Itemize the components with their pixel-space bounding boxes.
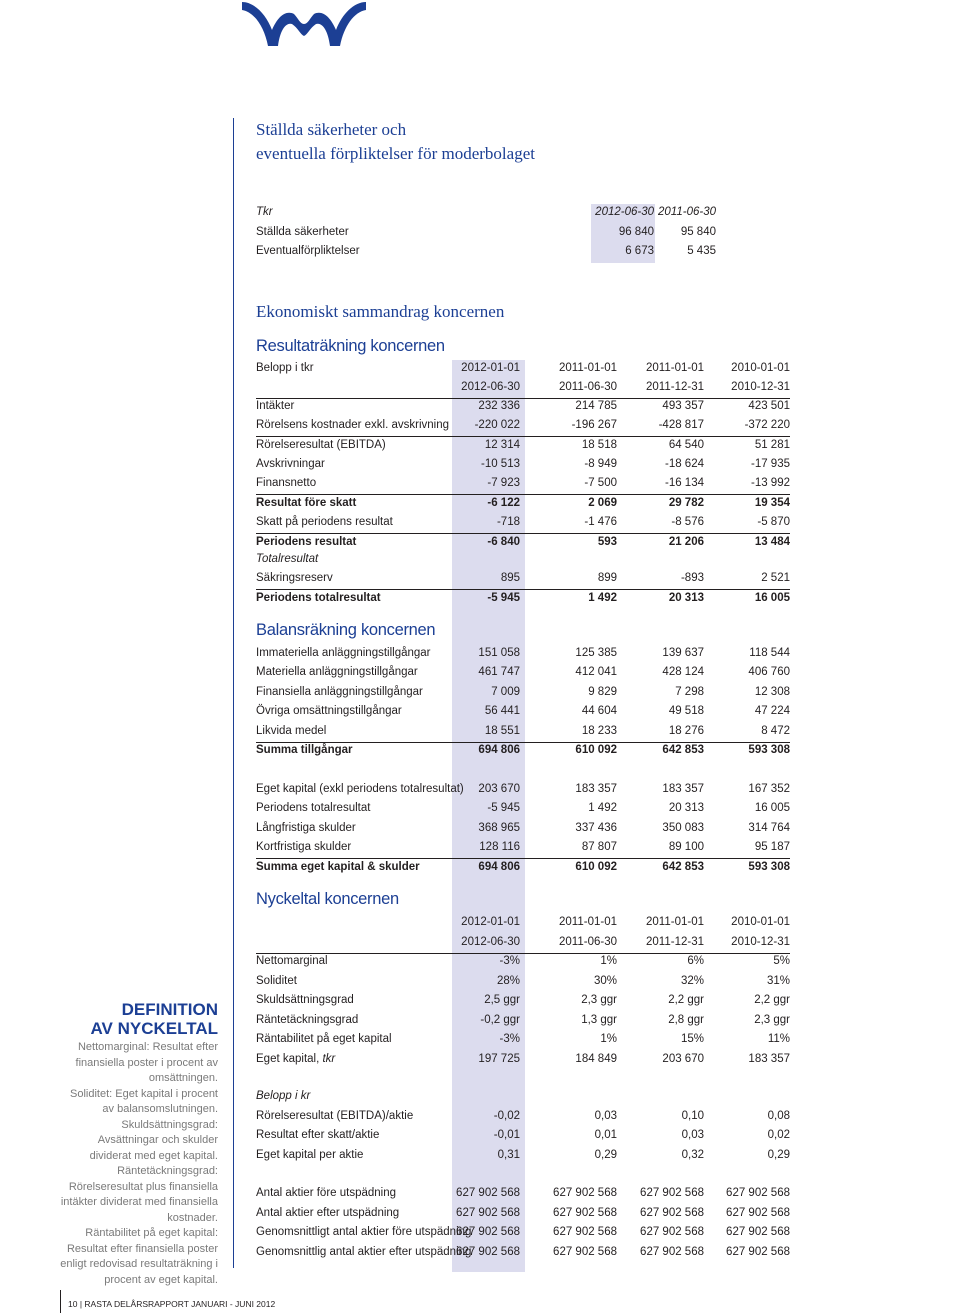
cell-value: 203 670 <box>478 783 520 795</box>
cell-value: -428 817 <box>658 419 704 431</box>
row-label: Likvida medel <box>256 724 327 737</box>
row-label: Skuldsättningsgrad <box>256 994 354 1006</box>
cell-value: 593 308 <box>748 860 790 873</box>
row-label: Totalresultat <box>256 553 319 565</box>
cell-value: 5% <box>773 955 790 967</box>
table-row <box>256 1244 790 1263</box>
cell-value: 368 965 <box>478 821 520 834</box>
cell-value: -13 992 <box>750 477 790 489</box>
row-label: Övriga omsättningstillgångar <box>256 705 402 718</box>
table-row <box>256 703 790 722</box>
cell-value: 31% <box>766 974 790 987</box>
cell-value: -3% <box>499 1033 520 1045</box>
table-row <box>256 379 790 399</box>
cell-value: -372 220 <box>744 419 790 431</box>
table-row <box>256 551 790 570</box>
cell-value: 167 352 <box>748 783 790 795</box>
cell-value: -0,02 <box>493 1109 520 1122</box>
cell-value: 47 224 <box>754 705 790 718</box>
row-label: Finansnetto <box>256 477 317 489</box>
cell-value: 314 764 <box>748 821 790 834</box>
cell-2011: 95 840 <box>680 225 716 238</box>
cell-value: 8 472 <box>761 724 790 737</box>
cell-value: 627 902 568 <box>456 1226 520 1238</box>
cell-value: 627 902 568 <box>456 1206 520 1219</box>
table-row <box>256 914 790 933</box>
table-row <box>256 1088 790 1107</box>
cell-value: 694 806 <box>478 744 520 756</box>
cell-value: 2011-01-01 <box>646 916 704 928</box>
cell-value: 95 187 <box>754 841 790 854</box>
cell-value: 627 902 568 <box>640 1226 704 1238</box>
cell-value: 11% <box>767 1033 790 1045</box>
cell-value: 151 058 <box>478 647 520 659</box>
row-label: Genomsnittlig antal aktier efter utspädning <box>256 1245 472 1258</box>
cell-value: 56 441 <box>484 705 520 718</box>
cell-value: 2011-01-01 <box>646 362 704 374</box>
cell-value: 18 518 <box>581 439 617 451</box>
row-label: Antal aktier efter utspädning <box>256 1206 400 1219</box>
table-row <box>256 820 790 839</box>
cell-value: 2010-12-31 <box>731 935 790 948</box>
cell-value: 2 521 <box>761 572 790 584</box>
cell-value: -5 945 <box>487 802 520 815</box>
table-row <box>256 934 790 954</box>
cell-value: 0,32 <box>681 1148 704 1161</box>
cell-value: -5 870 <box>757 516 790 528</box>
cell-value: 197 725 <box>478 1052 520 1065</box>
cell-value: 461 747 <box>478 666 520 679</box>
cell-2011: 5 435 <box>687 245 716 257</box>
row-label: Säkringsreserv <box>256 572 333 584</box>
row-label: Resultat efter skatt/aktie <box>256 1129 380 1141</box>
cell-value: 18 276 <box>668 724 704 737</box>
cell-value: 16 005 <box>754 592 790 604</box>
cell-value: 0,03 <box>594 1109 617 1122</box>
cell-value: -893 <box>680 572 704 584</box>
title-line-2: eventuella förpliktelser för moderbolaget <box>256 144 535 163</box>
cell-value: 2 069 <box>588 497 617 509</box>
table-row <box>256 1127 790 1146</box>
cell-value: 183 357 <box>748 1052 790 1065</box>
cell-value: 337 436 <box>575 821 617 834</box>
table-row <box>256 360 790 379</box>
table-row <box>256 781 790 800</box>
table-row <box>256 456 790 475</box>
cell-value: 2011-06-30 <box>559 381 617 393</box>
cell-value: 593 <box>597 536 617 548</box>
row-label: Materiella anläggningstillgångar <box>256 666 418 679</box>
cell-value: 13 484 <box>754 536 790 548</box>
cell-value: 28% <box>496 974 520 987</box>
cell-value: -6 840 <box>487 536 520 548</box>
cell-value: 2,5 ggr <box>484 994 520 1006</box>
cell-value: 232 336 <box>478 400 520 412</box>
cell-value: -220 022 <box>474 419 520 431</box>
cell-value: 64 540 <box>668 439 704 451</box>
cell-value: 2,8 ggr <box>668 1013 704 1026</box>
cell-value: -6 122 <box>487 497 520 509</box>
footer-rule <box>60 1290 61 1313</box>
table-row <box>256 973 790 992</box>
cell-value: -16 134 <box>664 477 704 489</box>
cell-value: -10 513 <box>480 458 520 470</box>
row-label: Summa tillgångar <box>256 744 353 756</box>
cell-value: 203 670 <box>662 1052 704 1065</box>
cell-value: 627 902 568 <box>553 1245 617 1258</box>
cell-value: 44 604 <box>581 705 617 718</box>
cell-value: 29 782 <box>668 497 704 509</box>
row-label: Rörelseresultat (EBITDA)/aktie <box>256 1109 414 1122</box>
definition-item: Räntetäckningsgrad: Rörelseresultat plus finansiella intäkter dividerat med finansiella kostnader. <box>60 1165 218 1224</box>
cell-value: 642 853 <box>662 860 704 873</box>
row-label: Kortfristiga skulder <box>256 841 352 854</box>
cell-value: -18 624 <box>664 458 704 470</box>
table-row <box>256 398 790 417</box>
cell-value: 428 124 <box>662 666 704 679</box>
cell-value: 128 116 <box>479 841 520 854</box>
row-label: Eget kapital (exkl periodens totalresultat) <box>256 783 464 795</box>
cell-value: 49 518 <box>668 705 704 718</box>
table-row <box>256 1051 790 1070</box>
table-row <box>256 1012 790 1031</box>
cell-value: 1 492 <box>588 592 617 604</box>
cell-value: 2012-06-30 <box>461 381 520 393</box>
cell-value: -7 923 <box>487 477 520 489</box>
row-label: Intäkter <box>256 400 295 412</box>
cell-value: 2012-06-30 <box>461 935 520 948</box>
definition-item: Räntabilitet på eget kapital: Resultat efter finansiella poster enligt redovisad resultaträkning i procent av eget kapital. <box>60 1227 218 1286</box>
cell-value: 89 100 <box>668 841 704 854</box>
cell-value: 32% <box>680 974 704 987</box>
cell-value: -3% <box>499 955 520 967</box>
cell-value: 1% <box>600 955 617 967</box>
cell-value: -1 476 <box>584 516 617 528</box>
row-label: Avskrivningar <box>256 458 325 470</box>
cell-value: 627 902 568 <box>640 1187 704 1199</box>
row-label: Räntabilitet på eget kapital <box>256 1033 392 1045</box>
table-row <box>256 664 790 683</box>
cell-value: 627 902 568 <box>726 1187 790 1199</box>
cell-value: 6% <box>687 955 704 967</box>
row-label: Finansiella anläggningstillgångar <box>256 685 423 698</box>
cell-value: 183 357 <box>575 783 617 795</box>
cell-2011: 2011-06-30 <box>658 206 716 218</box>
table-row <box>256 570 790 590</box>
cell-value: 16 005 <box>754 802 790 815</box>
table-row <box>256 1147 790 1166</box>
cell-value: 12 314 <box>484 439 520 451</box>
definition-title: DEFINITION AV NYCKELTAL <box>90 1000 218 1038</box>
definition-item: Soliditet: Eget kapital i procent av balansomslutningen. <box>70 1087 218 1115</box>
section-title-nyckeltal: Nyckeltal koncernen <box>256 890 399 908</box>
cell-value: 627 902 568 <box>640 1206 704 1219</box>
cell-value: 51 281 <box>754 439 790 451</box>
cell-value: 593 308 <box>748 744 790 756</box>
row-label: Rörelseresultat (EBITDA) <box>256 439 386 451</box>
table-row <box>256 514 790 534</box>
cell-value: 2010-01-01 <box>731 916 790 928</box>
row-label: Räntetäckningsgrad <box>256 1013 359 1026</box>
cell-value: 2011-12-31 <box>646 935 704 948</box>
cell-value: -17 935 <box>750 458 790 470</box>
cell-value: 139 637 <box>662 647 704 659</box>
cell-value: 184 849 <box>575 1052 617 1065</box>
cell-value: 0,31 <box>497 1148 520 1161</box>
cell-value: 0,29 <box>767 1148 790 1161</box>
cell-value: 19 354 <box>754 497 790 509</box>
cell-value: 2010-12-31 <box>731 381 790 393</box>
cell-value: 2011-01-01 <box>559 362 617 374</box>
row-label: Tkr <box>256 206 273 218</box>
cell-value: 1% <box>600 1033 617 1045</box>
cell-value: 2011-06-30 <box>559 935 617 948</box>
cell-2012: 2012-06-30 <box>595 206 654 218</box>
table-row <box>256 992 790 1011</box>
table-row <box>256 475 790 495</box>
table-row <box>256 417 790 437</box>
cell-value: 2011-12-31 <box>646 381 704 393</box>
row-label: Genomsnittligt antal aktier före utspädning <box>256 1226 472 1238</box>
cell-value: 2012-01-01 <box>461 916 520 928</box>
cell-value: 12 308 <box>754 685 790 698</box>
row-label: Långfristiga skulder <box>256 821 356 834</box>
cell-value: 627 902 568 <box>456 1245 520 1258</box>
cell-value: 412 041 <box>575 666 617 679</box>
definition-item: Nettomarginal: Resultat efter finansiella poster i procent av omsättningen. <box>75 1041 218 1084</box>
table-row <box>256 645 790 664</box>
row-label: Periodens resultat <box>256 536 357 548</box>
cell-value: -718 <box>496 516 520 528</box>
cell-value: 20 313 <box>668 592 704 604</box>
cell-value: 627 902 568 <box>553 1187 617 1199</box>
cell-value: 2,2 ggr <box>754 994 790 1006</box>
table-row <box>256 1031 790 1050</box>
cell-value: -0,01 <box>493 1129 520 1141</box>
table-row <box>256 839 790 859</box>
cell-value: 18 233 <box>581 724 617 737</box>
cell-value: 0,01 <box>594 1129 617 1141</box>
table-row <box>256 859 790 878</box>
cell-value: 7 009 <box>491 685 520 698</box>
cell-value: 2,3 ggr <box>754 1013 790 1026</box>
cell-value: 30% <box>593 974 617 987</box>
row-label: Rörelsens kostnader exkl. avskrivning <box>256 419 450 431</box>
cell-value: 627 902 568 <box>640 1245 704 1258</box>
table-row <box>256 953 790 972</box>
cell-value: 2,3 ggr <box>581 994 617 1006</box>
cell-value: 423 501 <box>748 400 790 412</box>
cell-value: 0,08 <box>767 1109 790 1122</box>
row-label: Antal aktier före utspädning <box>256 1187 397 1199</box>
row-label: Ställda säkerheter <box>256 225 349 238</box>
definition-box <box>60 1000 218 1288</box>
row-label: Eget kapital, tkr <box>256 1052 336 1065</box>
cell-value: 493 357 <box>662 400 704 412</box>
cell-value: -7 500 <box>584 477 617 489</box>
table-row <box>256 742 790 761</box>
definition-item: Skuldsättningsgrad: Avsättningar och skulder dividerat med eget kapital. <box>89 1118 218 1162</box>
section-title-sakerheter <box>256 118 535 166</box>
cell-value: -8 576 <box>671 516 704 528</box>
page-footer: 10 | RASTA DELÅRSRAPPORT JANUARI - JUNI 2012 <box>68 1299 276 1309</box>
cell-value: 2,2 ggr <box>668 994 704 1006</box>
logo-icon <box>240 0 368 50</box>
margin-rule <box>233 118 234 1268</box>
cell-value: 87 807 <box>581 841 617 854</box>
row-label-unit: tkr <box>322 1052 336 1065</box>
cell-value: -196 267 <box>571 419 617 431</box>
table-row <box>256 437 790 456</box>
cell-value: 627 902 568 <box>456 1187 520 1199</box>
cell-value: 15% <box>680 1033 704 1045</box>
row-label: Periodens totalresultat <box>256 592 381 604</box>
cell-value: 21 206 <box>668 536 704 548</box>
table-row <box>256 800 790 819</box>
cell-value: 2012-01-01 <box>461 362 520 374</box>
definition-text <box>60 1040 218 1288</box>
cell-value: -8 949 <box>584 458 617 470</box>
cell-value: 7 298 <box>675 685 704 698</box>
cell-value: 0,10 <box>681 1109 704 1122</box>
cell-value: 610 092 <box>575 744 617 756</box>
cell-value: 627 902 568 <box>726 1245 790 1258</box>
section-title-balans: Balansräkning koncernen <box>256 621 436 639</box>
cell-value: 406 760 <box>748 666 790 679</box>
table-row <box>256 1224 790 1243</box>
table-row <box>256 495 790 514</box>
table-row <box>256 224 716 243</box>
cell-value: 899 <box>597 572 617 584</box>
table-row <box>256 1205 790 1224</box>
cell-value: 350 083 <box>662 821 704 834</box>
cell-2012: 96 840 <box>618 225 654 238</box>
row-label: Eget kapital per aktie <box>256 1148 364 1161</box>
cell-value: 642 853 <box>662 744 704 756</box>
cell-value: 2010-01-01 <box>731 362 790 374</box>
row-label: Immateriella anläggningstillgångar <box>256 647 431 659</box>
section-title-resultat: Resultaträkning koncernen <box>256 337 445 355</box>
row-label: Belopp i tkr <box>256 362 314 374</box>
table-row <box>256 684 790 703</box>
cell-value: 214 785 <box>575 400 617 412</box>
cell-value: 627 902 568 <box>726 1206 790 1219</box>
title-line-1: Ställda säkerheter och <box>256 120 407 139</box>
table-row <box>256 1108 790 1127</box>
row-label: Resultat före skatt <box>256 497 357 509</box>
cell-value: 125 385 <box>575 647 617 659</box>
table-row <box>256 590 790 609</box>
row-label: Belopp i kr <box>256 1090 311 1102</box>
cell-2012: 6 673 <box>625 245 654 257</box>
cell-value: 1,3 ggr <box>581 1013 617 1026</box>
cell-value: 0,29 <box>594 1148 617 1161</box>
cell-value: 183 357 <box>662 783 704 795</box>
cell-value: 2011-01-01 <box>559 916 617 928</box>
cell-value: 627 902 568 <box>553 1206 617 1219</box>
cell-value: 9 829 <box>588 685 617 698</box>
table-row <box>256 1185 790 1204</box>
table-row <box>256 723 790 743</box>
row-label: Skatt på periodens resultat <box>256 516 393 528</box>
cell-value: 627 902 568 <box>726 1226 790 1238</box>
cell-value: 627 902 568 <box>553 1226 617 1238</box>
cell-value: -0,2 ggr <box>480 1013 520 1026</box>
cell-value: 118 544 <box>749 647 790 659</box>
cell-value: 694 806 <box>478 860 520 873</box>
cell-value: 0,03 <box>681 1129 704 1141</box>
cell-value: 1 492 <box>588 802 617 815</box>
cell-value: 0,02 <box>767 1129 790 1141</box>
cell-value: -5 945 <box>487 592 520 604</box>
table-row <box>256 243 716 262</box>
cell-value: 895 <box>500 572 520 584</box>
cell-value: 18 551 <box>484 724 520 737</box>
row-label: Eventualförpliktelser <box>256 245 360 257</box>
row-label: Summa eget kapital & skulder <box>256 860 420 873</box>
row-label: Periodens totalresultat <box>256 802 371 815</box>
cell-value: 610 092 <box>575 860 617 873</box>
table-row <box>256 204 716 223</box>
row-label: Nettomarginal <box>256 955 328 967</box>
cell-value: 20 313 <box>668 802 704 815</box>
row-label: Soliditet <box>256 974 297 987</box>
section-title-sammandrag: Ekonomiskt sammandrag koncernen <box>256 302 505 321</box>
